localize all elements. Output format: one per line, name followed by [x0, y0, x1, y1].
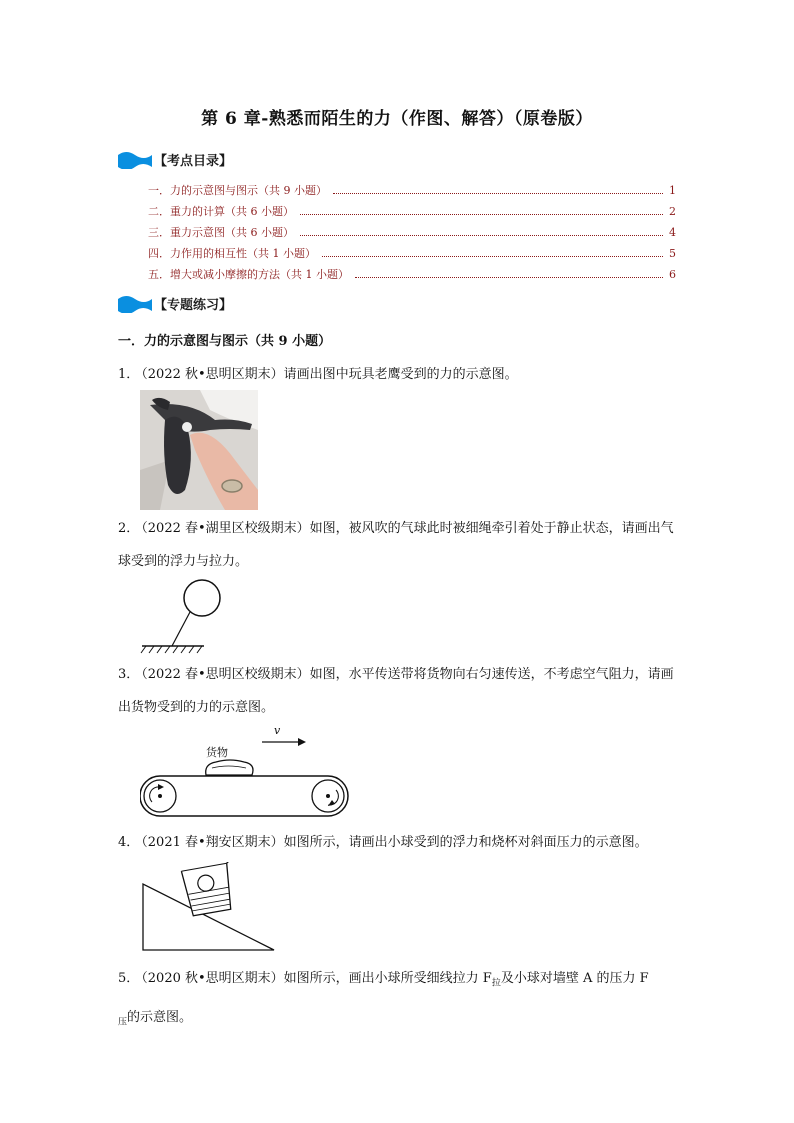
question-3: 3． （2022 春•思明区校级期末）如图，水平传送带将货物向右匀速传送，不考虑空气阻力，请画出货物受到的力的示意图。: [118, 667, 674, 715]
conveyor-drawing: [140, 722, 350, 818]
practice-header: [118, 292, 232, 314]
cargo-label: 货物: [206, 746, 228, 759]
question-4: 4． （2021 春•翔安区期末）如图所示，请画出小球受到的浮力和烧杯对斜面压力的示意图。: [118, 835, 648, 850]
toc-header: [118, 148, 232, 170]
toc-item[interactable]: 四．力作用的相互性（共 1 小题） 5: [148, 247, 676, 260]
toc-list: [148, 182, 676, 287]
toc-item[interactable]: 二．重力的计算（共 6 小题） 2: [148, 205, 676, 218]
conveyor-figure: [140, 722, 350, 818]
toc-header-label: 【考点目录】: [154, 153, 233, 169]
flag-icon: [118, 293, 152, 313]
velocity-label: v: [274, 724, 281, 737]
flag-icon: [118, 149, 152, 169]
toc-item[interactable]: 一．力的示意图与图示（共 9 小题） 1: [148, 184, 676, 197]
practice-header-label: 【专题练习】: [154, 297, 233, 313]
question-2: 2． （2022 春•湖里区校级期末）如图，被风吹的气球此时被细绳牵引着处于静止状态，请画出气球受到的浮力与拉力。: [118, 521, 674, 569]
page-title: 第 6 章-熟悉而陌生的力（作图、解答）（原卷版）: [201, 109, 593, 129]
question-1: 1． （2022 秋•思明区期末）请画出图中玩具老鹰受到的力的示意图。: [118, 367, 518, 382]
eagle-figure: [140, 390, 258, 510]
toc-item[interactable]: 五．增大或减小摩擦的方法（共 1 小题） 6: [148, 268, 676, 281]
incline-beaker-figure: [140, 862, 280, 954]
toc-item[interactable]: 三．重力示意图（共 6 小题） 4: [148, 226, 676, 239]
question-5: 5． （2020 秋•思明区期末）如图所示，画出小球所受细线拉力 $F_拉$及小球对墙壁 A 的压力 F $_压$的示意图。: [118, 971, 649, 1028]
section1-title: 一．力的示意图与图示（共 9 小题）: [118, 334, 332, 349]
balloon-figure: [140, 578, 230, 658]
